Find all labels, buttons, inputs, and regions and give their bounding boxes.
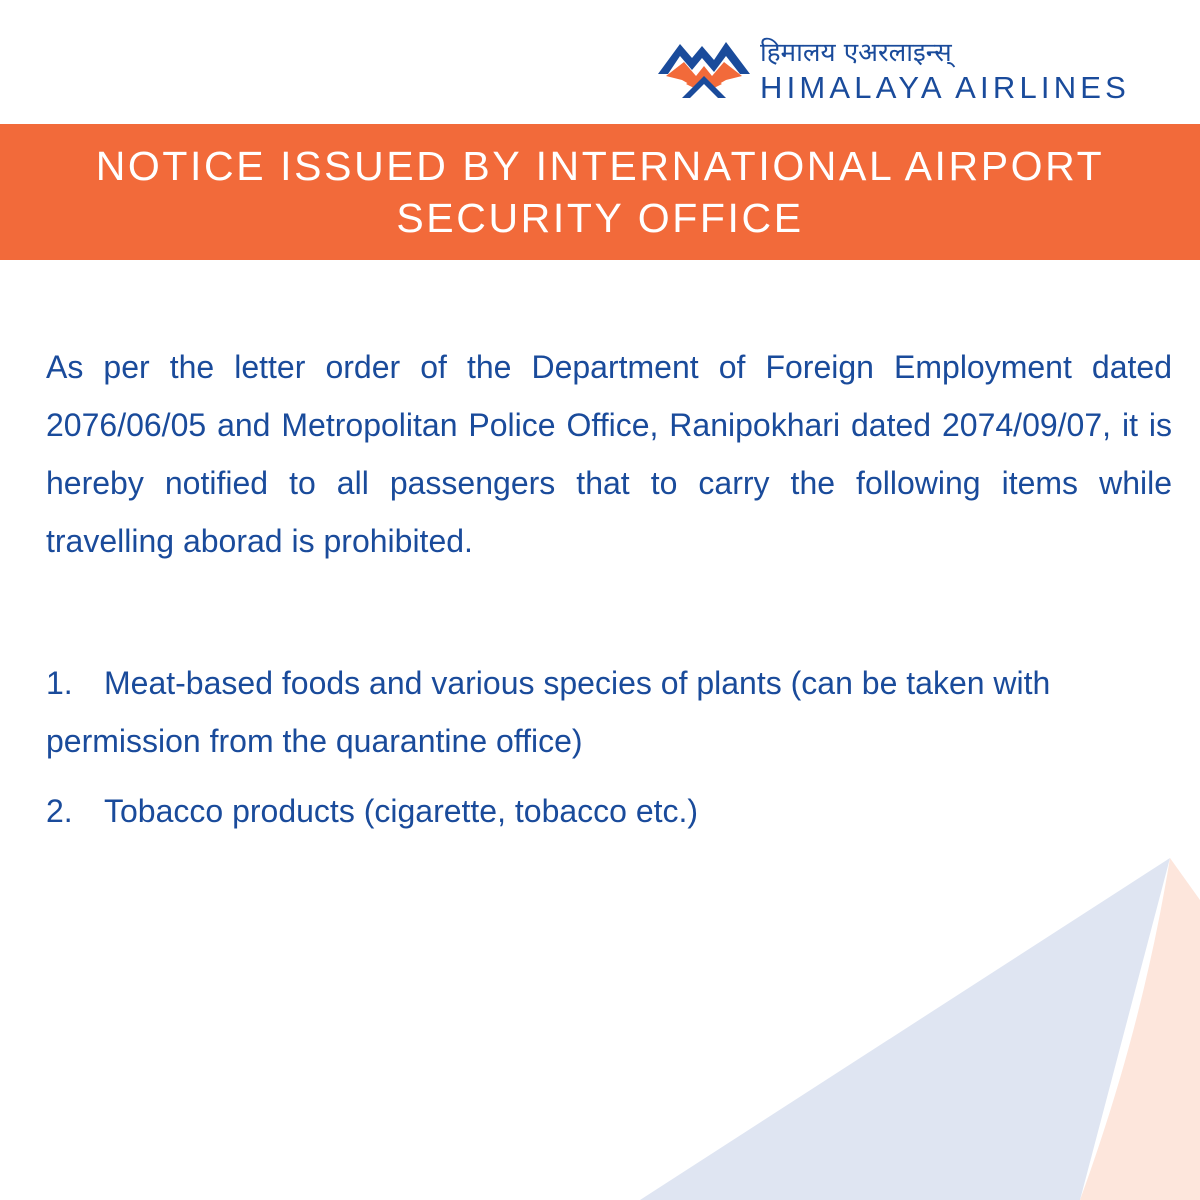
decorative-wing-graphic <box>560 840 1200 1200</box>
list-item-number: 1. <box>46 665 73 701</box>
list-item-number: 2. <box>46 793 73 829</box>
notice-title-line-1: NOTICE ISSUED BY INTERNATIONAL AIRPORT <box>95 143 1105 189</box>
list-item-text: Meat-based foods and various species of plants (can be taken with permission from the quarantine office) <box>46 665 1051 759</box>
list-item <box>46 782 1176 840</box>
himalaya-airlines-emblem-icon <box>656 36 752 104</box>
notice-title-banner <box>0 124 1200 260</box>
himalaya-airlines-logo <box>656 36 1176 108</box>
notice-title-line-2: SECURITY OFFICE <box>396 195 804 241</box>
notice-intro-paragraph: As per the letter order of the Department of Foreign Employment dated 2076/06/05 and Metropolitan Police Office, Ranipokhari dated 2074/09/07, it is hereby notified to all passengers that to carry the following items while travelling aborad is prohibited. <box>46 349 1172 559</box>
list-item-text: Tobacco products (cigarette, tobacco etc.) <box>104 793 699 829</box>
list-item <box>46 654 1176 770</box>
prohibited-items-list <box>46 654 1176 852</box>
logo-nepali-text: हिमालय एअरलाइन्स् <box>760 38 952 68</box>
logo-english-text: HIMALAYA AIRLINES <box>760 70 1131 105</box>
